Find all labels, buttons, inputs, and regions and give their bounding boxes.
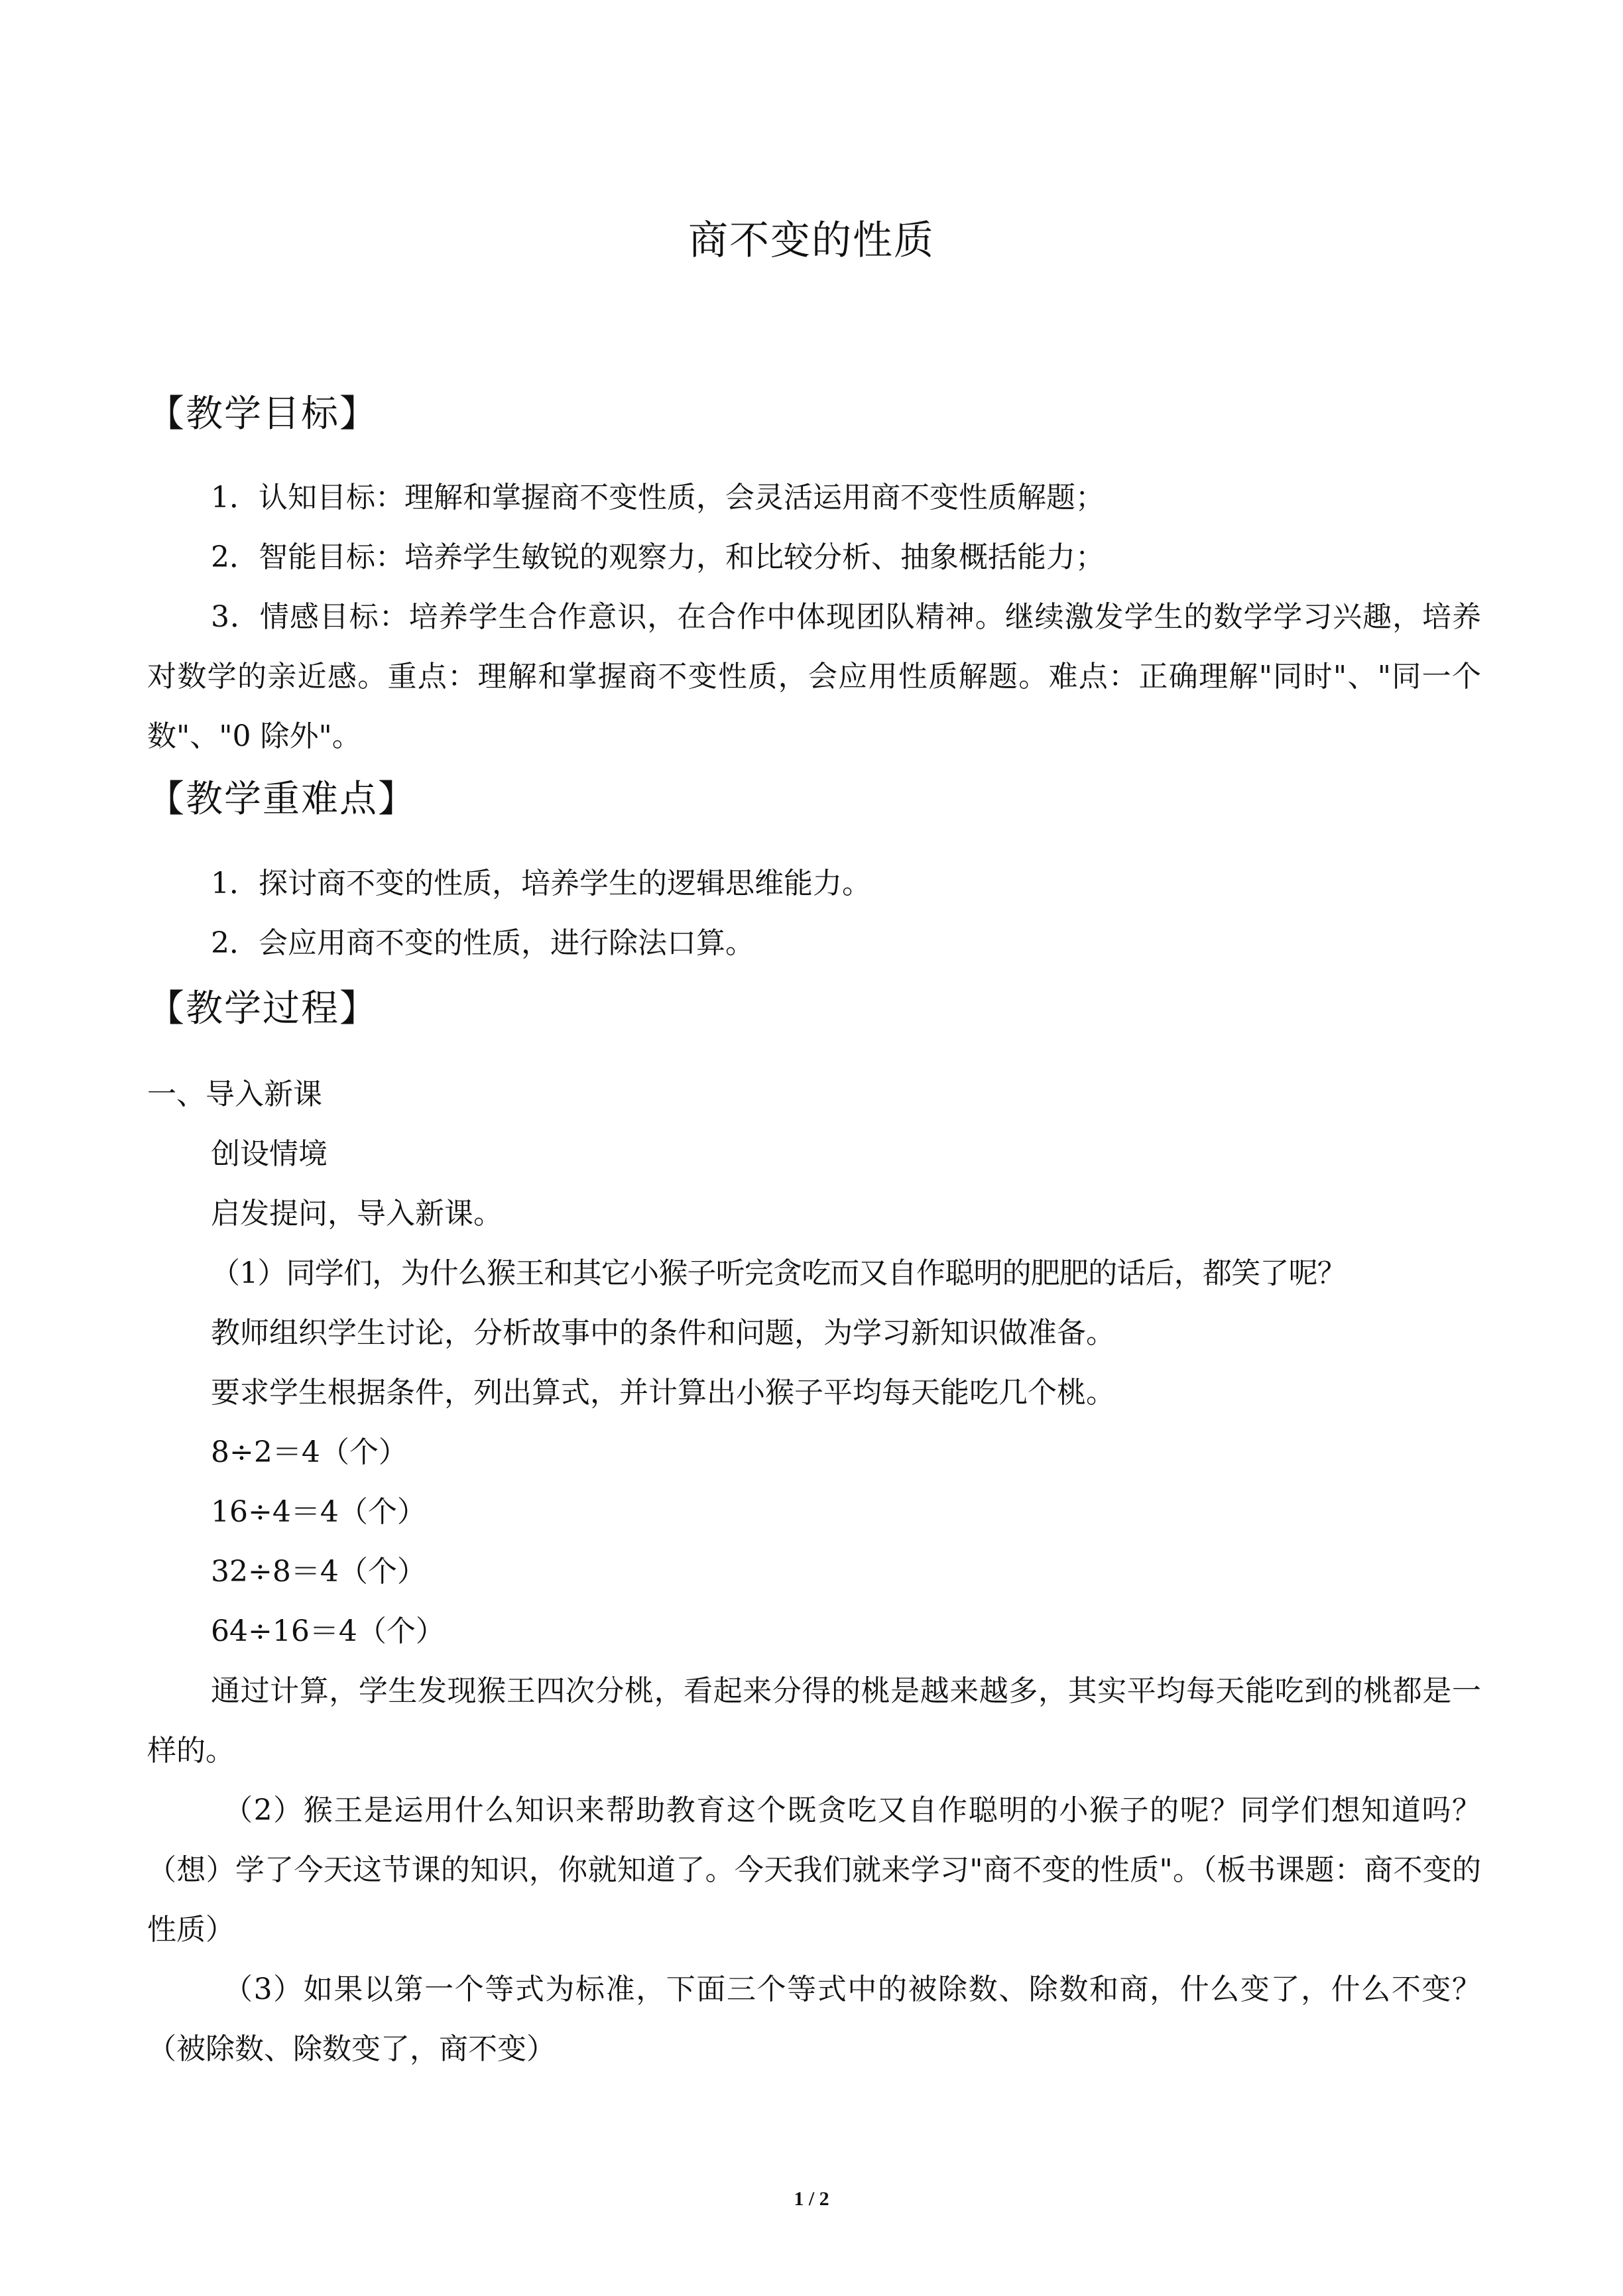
- objective-item: 1．认知目标：理解和掌握商不变性质，会灵活运用商不变性质解题；: [211, 481, 1105, 514]
- key-point-item: 2．会应用商不变的性质，进行除法口算。: [211, 926, 754, 960]
- process-line: 启发提问，导入新课。: [211, 1197, 503, 1231]
- process-line: 教师组织学生讨论，分析故事中的条件和问题，为学习新知识做准备。: [211, 1316, 1115, 1350]
- equation: 8÷2＝4（个）: [211, 1435, 408, 1469]
- question-paragraph: （3）如果以第一个等式为标准，下面三个等式中的被除数、除数和商，什么变了，什么不变？（被除数、除数变了，商不变）: [147, 1972, 1481, 2066]
- key-point-item: 1．探讨商不变的性质，培养学生的逻辑思维能力。: [211, 867, 871, 900]
- equation: 64÷16＝4（个）: [211, 1614, 445, 1648]
- section-heading-objectives: 【教学目标】: [147, 393, 378, 436]
- section-heading-key-points: 【教学重难点】: [147, 778, 416, 821]
- subsection-heading: 一、导入新课: [147, 1077, 322, 1111]
- equation: 16÷4＝4（个）: [211, 1495, 426, 1529]
- objective-item: 3．情感目标：培养学生合作意识，在合作中体现团队精神。继续激发学生的数学学习兴趣，培养对数学的亲近感。重点：理解和掌握商不变性质，会应用性质解题。难点：正确理解"同时"、"同一个数"、"0 除外"。: [147, 600, 1481, 753]
- process-line: （1）同学们，为什么猴王和其它小猴子听完贪吃而又自作聪明的肥肥的话后，都笑了呢？: [211, 1256, 1346, 1290]
- section-heading-process: 【教学过程】: [147, 987, 378, 1030]
- document-title: 商不变的性质: [688, 217, 935, 264]
- page-number: 1 / 2: [794, 2188, 829, 2210]
- process-line: 创设情境: [211, 1137, 328, 1171]
- process-line: 要求学生根据条件，列出算式，并计算出小猴子平均每天能吃几个桃。: [211, 1376, 1115, 1410]
- question-paragraph: （2）猴王是运用什么知识来帮助教育这个既贪吃又自作聪明的小猴子的呢？同学们想知道吗？（想）学了今天这节课的知识，你就知道了。今天我们就来学习"商不变的性质"。（板书课题：商不变的性质）: [147, 1793, 1481, 1947]
- equation: 32÷8＝4（个）: [211, 1555, 426, 1589]
- objective-item: 2．智能目标：培养学生敏锐的观察力，和比较分析、抽象概括能力；: [211, 540, 1105, 574]
- conclusion-paragraph: 通过计算，学生发现猴王四次分桃，看起来分得的桃是越来越多，其实平均每天能吃到的桃都是一样的。: [147, 1674, 1481, 1768]
